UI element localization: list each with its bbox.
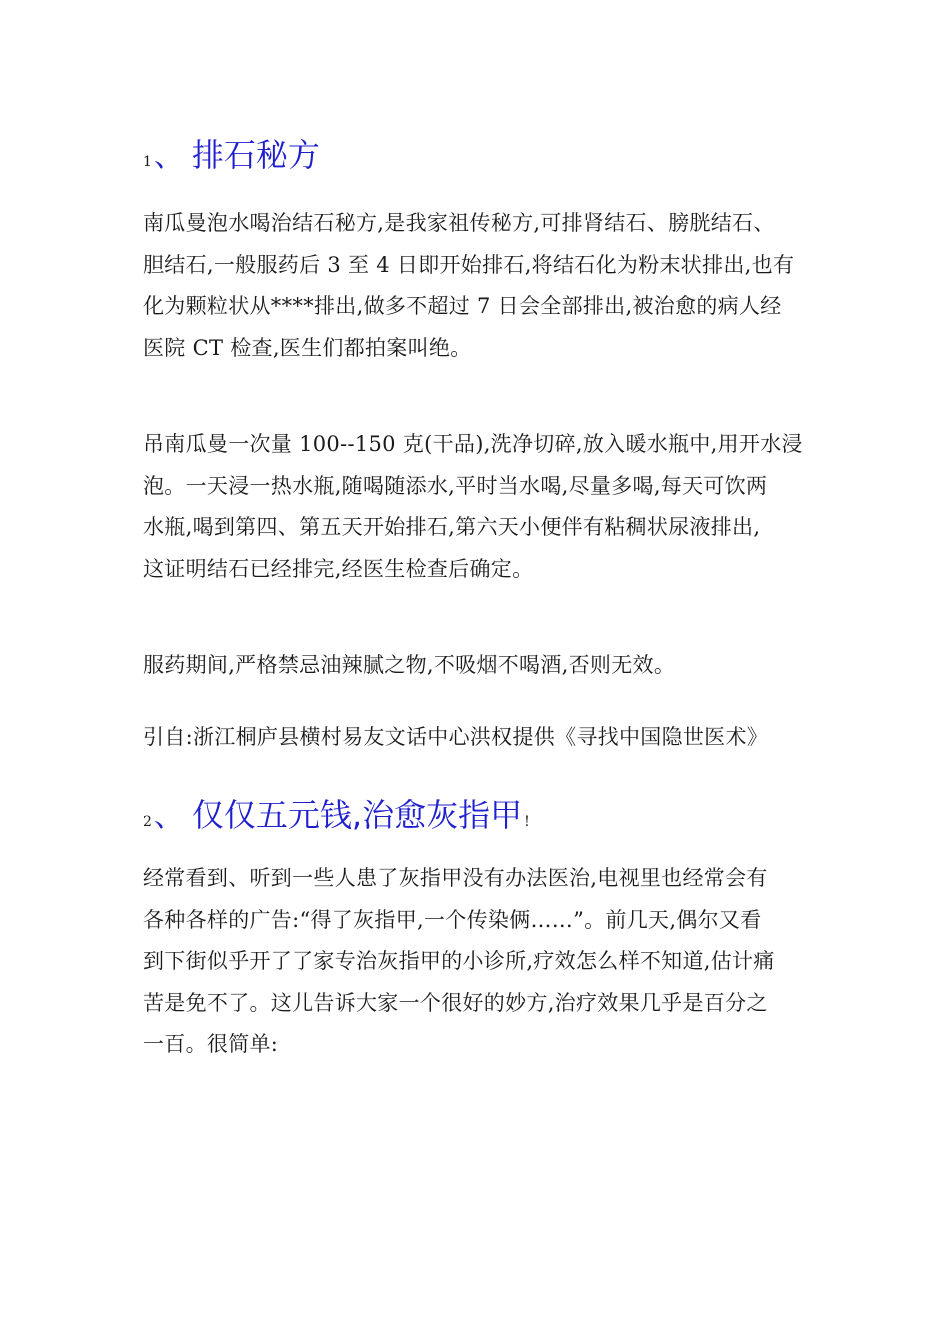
paragraph-line: 泡。一天浸一热水瓶,随喝随添水,平时当水喝,尽量多喝,每天可饮两 [143,473,768,498]
section-1-number: 1 [143,154,152,170]
section-1-title: 排石秘方 [191,136,320,174]
section-2-title-tail: ! [524,814,530,830]
paragraph-line: 南瓜曼泡水喝治结石秘方,是我家祖传秘方,可排肾结石、膀胱结石、 [143,211,775,235]
paragraph-line: 各种各样的广告:“得了灰指甲,一个传染俩……”。前几天,偶尔又看 [143,907,762,932]
section-2-separator: 、 [153,799,184,834]
paragraph-line: 一百。很简单: [143,1032,279,1056]
section-1-separator: 、 [153,139,184,174]
paragraph-line: 引自:浙江桐庐县横村易友文话中心洪权提供《寻找中国隐世医术》 [143,725,769,749]
paragraph-line: 化为颗粒状从****排出,做多不超过 7 日会全部排出,被治愈的病人经 [143,294,782,318]
paragraph-line: 到下街似乎开了了家专治灰指甲的小诊所,疗效怎么样不知道,估计痛 [143,949,775,973]
paragraph-line: 胆结石,一般服药后 3 至 4 日即开始排石,将结石化为粉末状排出,也有 [143,252,795,277]
section-1-paragraph-3 [143,645,808,687]
section-2-heading [143,790,530,836]
section-1-paragraph-1 [143,203,808,369]
section-1-paragraph-2 [143,424,808,590]
section-2-number: 2 [143,814,152,830]
section-2-title: 仅仅五元钱,治愈灰指甲 [191,796,523,834]
paragraph-line: 经常看到、听到一些人患了灰指甲没有办法医治,电视里也经常会有 [143,866,768,890]
paragraph-line: 吊南瓜曼一次量 100--150 克(干品),洗净切碎,放入暖水瓶中,用开水浸 [143,432,803,456]
paragraph-line: 这证明结石已经排完,经医生检查后确定。 [143,556,534,581]
section-2-paragraph-1 [143,858,808,1066]
paragraph-line: 服药期间,严格禁忌油辣腻之物,不吸烟不喝酒,否则无效。 [143,653,676,677]
paragraph-line: 医院 CT 检查,医生们都拍案叫绝。 [143,335,472,360]
paragraph-line: 水瓶,喝到第四、第五天开始排石,第六天小便伴有粘稠状尿液排出, [143,515,761,539]
paragraph-line: 苦是免不了。这儿告诉大家一个很好的妙方,治疗效果几乎是百分之 [143,990,768,1015]
section-1-heading [143,130,320,176]
section-1-source-citation [143,717,808,759]
